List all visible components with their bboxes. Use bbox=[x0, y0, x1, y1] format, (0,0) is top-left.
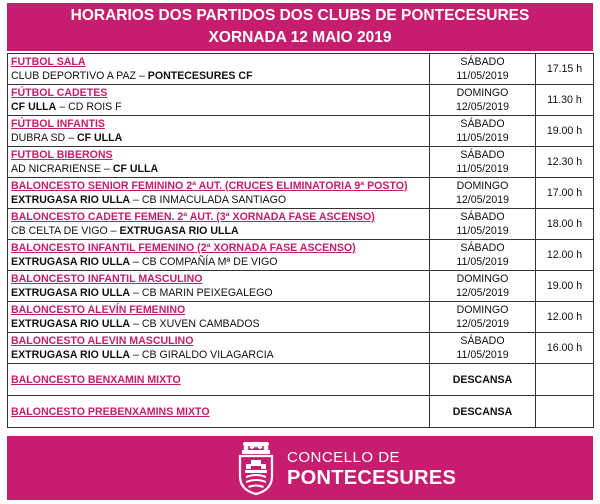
weekday: SÁBADO bbox=[460, 149, 505, 161]
date: 11/05/2019 bbox=[456, 225, 509, 237]
category-label: BALONCESTO ALEVÍN FEMENINO bbox=[11, 304, 186, 316]
date: 12/05/2019 bbox=[455, 101, 510, 113]
local-team: CF ULLA bbox=[76, 132, 123, 144]
match-part: – CB COMPAÑÍA Mª DE VIGO bbox=[130, 256, 278, 268]
weekday: DOMINGO bbox=[456, 304, 509, 316]
date: 11/05/2019 bbox=[456, 132, 509, 144]
local-team: CF ULLA bbox=[11, 101, 57, 113]
time-cell: 12.30 h bbox=[536, 147, 594, 178]
date-cell bbox=[430, 271, 536, 302]
match-part: – CB XUVEN CAMBADOS bbox=[130, 318, 260, 330]
match-part: – CB GIRALDO VILAGARCIA bbox=[130, 349, 274, 361]
time-cell: 11.30 h bbox=[536, 85, 594, 116]
weekday: SÁBADO bbox=[460, 242, 505, 254]
brand-line-2: PONTECESURES bbox=[287, 467, 457, 489]
date: 12/05/2019 bbox=[455, 287, 510, 299]
table-row bbox=[8, 271, 594, 302]
local-team: PONTECESURES CF bbox=[147, 70, 253, 82]
category-label: BALONCESTO INFANTIL MASCULINO bbox=[11, 273, 203, 285]
match-part: CLUB DEPORTIVO A PAZ – bbox=[11, 70, 148, 82]
date: 11/05/2019 bbox=[456, 256, 509, 268]
table-row bbox=[8, 147, 594, 178]
weekday: DOMINGO bbox=[456, 180, 509, 192]
weekday: SÁBADO bbox=[460, 211, 505, 223]
time-cell: 19.00 h bbox=[536, 271, 594, 302]
match-text bbox=[11, 193, 426, 207]
local-team: EXTRUGASA RIO ULLA bbox=[11, 194, 131, 206]
time-cell bbox=[536, 364, 594, 396]
local-team: EXTRUGASA RIO ULLA bbox=[11, 349, 131, 361]
category-label: BALONCESTO PREBENXAMINS MIXTO bbox=[11, 405, 210, 418]
time-cell: 17.00 h bbox=[536, 178, 594, 209]
match-text bbox=[11, 255, 426, 269]
date-cell bbox=[430, 240, 536, 271]
local-team: CF ULLA bbox=[112, 163, 159, 175]
category-label: FUTBOL SALA bbox=[11, 56, 86, 68]
date: 11/05/2019 bbox=[456, 70, 509, 82]
local-team: EXTRUGASA RIO ULLA bbox=[119, 225, 239, 237]
match-text bbox=[11, 162, 426, 176]
event-cell bbox=[8, 364, 430, 396]
time-cell: 17.15 h bbox=[536, 54, 594, 85]
time-cell bbox=[536, 396, 594, 428]
match-text bbox=[11, 317, 426, 331]
weekday: SÁBADO bbox=[460, 335, 505, 347]
date-cell bbox=[430, 333, 536, 364]
match-part: – CB MARIN PEIXEGALEGO bbox=[130, 287, 273, 299]
category-label: BALONCESTO ALEVIN MASCULINO bbox=[11, 335, 194, 347]
category-label: BALONCESTO INFANTIL FEMENINO (2ª XORNADA FASE ASCENSO) bbox=[11, 242, 356, 254]
date-cell bbox=[430, 209, 536, 240]
rest-status: DESCANSA bbox=[430, 396, 536, 428]
date-cell bbox=[430, 85, 536, 116]
date: 12/05/2019 bbox=[455, 318, 510, 330]
rest-status: DESCANSA bbox=[430, 364, 536, 396]
coat-of-arms-icon bbox=[235, 440, 277, 496]
category-label: FÚTBOL CADETES bbox=[11, 87, 108, 99]
event-cell bbox=[8, 178, 430, 209]
time-cell: 12.00 h bbox=[536, 302, 594, 333]
date-cell bbox=[430, 302, 536, 333]
poster-header bbox=[7, 3, 593, 51]
event-cell bbox=[8, 240, 430, 271]
date-cell bbox=[430, 147, 536, 178]
table-row bbox=[8, 85, 594, 116]
event-cell bbox=[8, 147, 430, 178]
event-cell bbox=[8, 54, 430, 85]
date-cell bbox=[430, 54, 536, 85]
match-part: – CB INMACULADA SANTIAGO bbox=[130, 194, 287, 206]
table-row bbox=[8, 54, 594, 85]
weekday: SÁBADO bbox=[460, 118, 505, 130]
time-cell: 12.00 h bbox=[536, 240, 594, 271]
table-row bbox=[8, 116, 594, 147]
table-row bbox=[8, 333, 594, 364]
weekday: DOMINGO bbox=[456, 87, 509, 99]
category-label: BALONCESTO CADETE FEMEN. 2ª AUT. (3ª XORNADA FASE ASCENSO) bbox=[11, 211, 375, 223]
match-part: DUBRA SD – bbox=[11, 132, 77, 144]
schedule-table bbox=[7, 53, 594, 428]
table-row bbox=[8, 209, 594, 240]
local-team: EXTRUGASA RIO ULLA bbox=[11, 287, 131, 299]
date: 12/05/2019 bbox=[455, 194, 510, 206]
date-cell bbox=[430, 178, 536, 209]
event-cell bbox=[8, 396, 430, 428]
match-part: AD NICRARIENSE – bbox=[11, 163, 113, 175]
footer-banner bbox=[7, 436, 593, 500]
match-text bbox=[11, 224, 426, 238]
municipality-brand bbox=[287, 449, 456, 489]
date-cell bbox=[430, 116, 536, 147]
category-label: FUTBOL BIBERONS bbox=[11, 149, 113, 161]
weekday: SÁBADO bbox=[460, 56, 505, 68]
date: 11/05/2019 bbox=[456, 163, 509, 175]
event-cell bbox=[8, 302, 430, 333]
match-part: CB CELTA DE VIGO – bbox=[11, 225, 120, 237]
table-row bbox=[8, 302, 594, 333]
match-text bbox=[11, 131, 426, 145]
event-cell bbox=[8, 271, 430, 302]
category-label: BALONCESTO SENIOR FEMININO 2ª AUT. (CRUCES ELIMINATORIA 9ª POSTO) bbox=[11, 180, 408, 192]
table-row bbox=[8, 178, 594, 209]
event-cell bbox=[8, 85, 430, 116]
event-cell bbox=[8, 116, 430, 147]
match-text bbox=[11, 69, 426, 83]
brand-line-1: CONCELLO DE bbox=[287, 449, 401, 466]
match-text bbox=[11, 100, 426, 114]
table-row bbox=[8, 396, 594, 428]
table-row bbox=[8, 240, 594, 271]
category-label: FÚTBOL INFANTIS bbox=[11, 118, 105, 130]
time-cell: 18.00 h bbox=[536, 209, 594, 240]
header-title: HORARIOS DOS PARTIDOS DOS CLUBS DE PONTECESURES bbox=[70, 7, 530, 24]
event-cell bbox=[8, 333, 430, 364]
weekday: DOMINGO bbox=[456, 273, 509, 285]
local-team: EXTRUGASA RIO ULLA bbox=[11, 256, 131, 268]
time-cell: 19.00 h bbox=[536, 116, 594, 147]
table-row bbox=[8, 364, 594, 396]
time-cell: 16.00 h bbox=[536, 333, 594, 364]
match-text bbox=[11, 348, 426, 362]
header-subtitle: XORNADA 12 MAIO 2019 bbox=[208, 29, 392, 46]
category-label: BALONCESTO BENXAMIN MIXTO bbox=[11, 373, 181, 386]
event-cell bbox=[8, 209, 430, 240]
local-team: EXTRUGASA RIO ULLA bbox=[11, 318, 131, 330]
match-part: – CD ROIS F bbox=[56, 101, 122, 113]
date: 11/05/2019 bbox=[456, 349, 509, 361]
match-text bbox=[11, 286, 426, 300]
